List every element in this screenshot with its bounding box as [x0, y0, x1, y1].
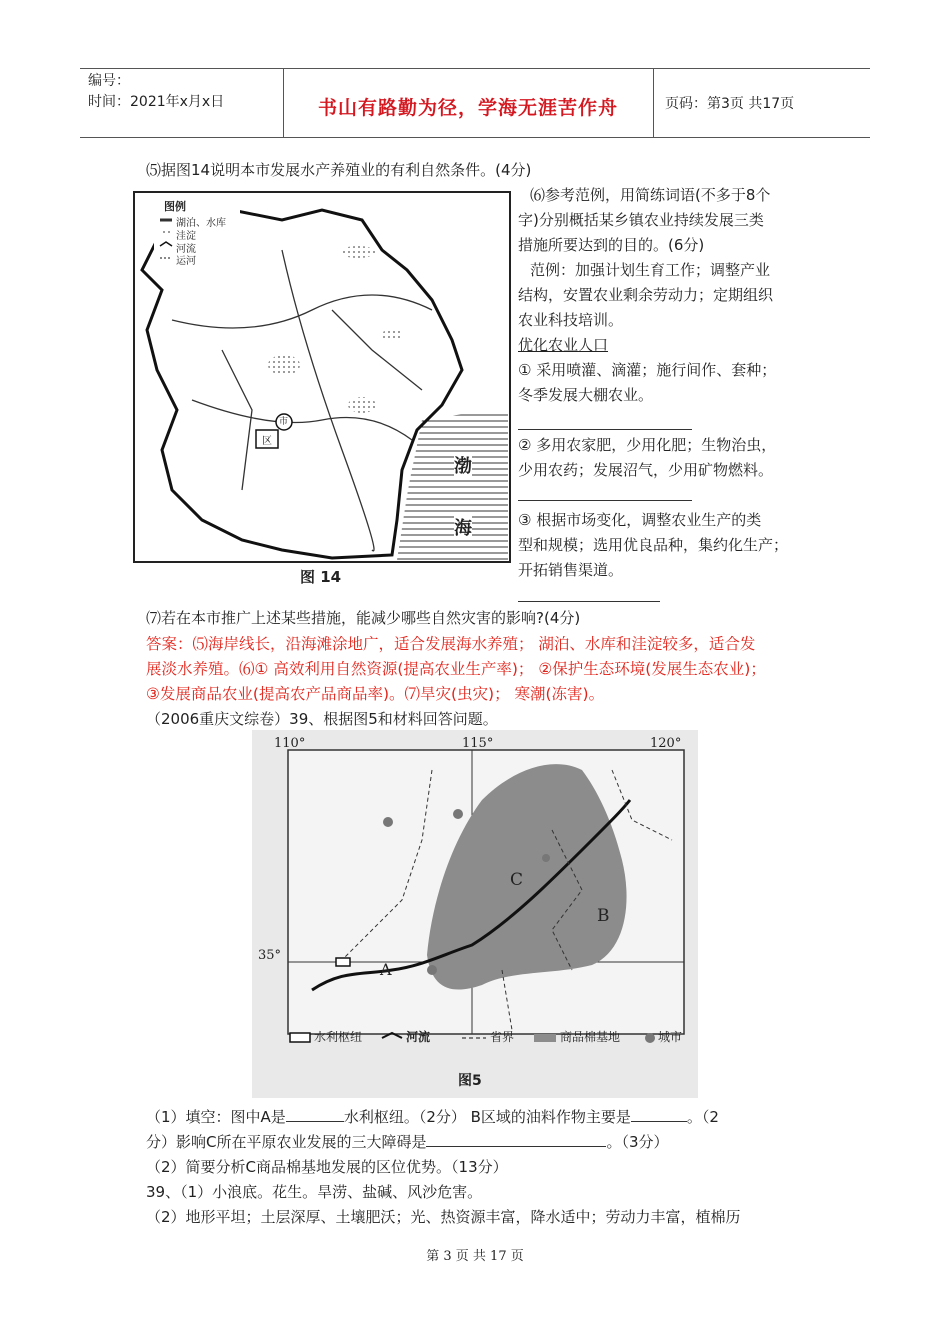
- question-7: ⑺若在本市推广上述某些措施，能减少哪些自然灾害的影响?(4分): [146, 609, 581, 627]
- measure-1-line: 冬季发展大棚农业。: [518, 386, 654, 404]
- answer-blank-1[interactable]: [518, 429, 692, 430]
- question-39-1-line1: [146, 1105, 719, 1130]
- question-6-line: 农业科技培训。: [518, 311, 624, 329]
- question-5: ⑸据图14说明本市发展水产养殖业的有利自然条件。(4分): [146, 161, 532, 179]
- map-14-legend-item: 洼淀: [176, 231, 196, 242]
- answer-line: 展淡水养殖。⑹① 高效利用自然资源(提高农业生产率)； ②保护生态环境(发展生态农业)；: [146, 660, 766, 678]
- map-5-region-c: C: [510, 870, 524, 890]
- answer-39-1: 39、（1）小浪底。花生。旱涝、盐碱、风沙危害。: [146, 1183, 483, 1201]
- map-14-legend-item: 河流: [176, 244, 196, 255]
- header-table: [80, 68, 870, 138]
- question-6-line: 措施所要达到的目的。(6分): [518, 236, 705, 254]
- map-figure-14: [132, 190, 512, 592]
- question-39-title: （2006重庆文综卷）39、根据图5和材料回答问题。: [146, 710, 498, 728]
- measure-3-line: ③ 根据市场变化，调整农业生产的类: [518, 511, 762, 529]
- answer-blank-3[interactable]: [518, 601, 660, 602]
- map-5-legend-item: 水利枢纽: [314, 1030, 363, 1044]
- header-divider: [653, 69, 654, 137]
- answer-line: 答案：⑸海岸线长，沿海滩涂地广，适合发展海水养殖； 湖泊、水库和洼淀较多，适合发: [146, 635, 756, 653]
- map-5-region-b: B: [597, 906, 610, 926]
- map-14-city-label: 市: [279, 417, 289, 427]
- measure-2-line: 少用农药；发展沼气，少用矿物燃料。: [518, 461, 774, 479]
- measure-2-line: ② 多用农家肥，少用化肥；生物治虫，: [518, 436, 777, 454]
- map-5-caption: 图5: [458, 1073, 482, 1089]
- header-page-info: 页码：第3页 共17页: [665, 96, 795, 112]
- question-39-1-line2: [146, 1130, 669, 1155]
- header-left: [88, 71, 224, 113]
- header-motto-cell: [283, 69, 653, 137]
- measure-1-line: ① 采用喷灌、滴灌；施行间作、套种；: [518, 361, 777, 379]
- question-6-line: 结构，安置农业剩余劳动力；定期组织: [518, 286, 774, 304]
- map-5-lon-label: 120°: [650, 736, 682, 751]
- measure-3-line: 开拓销售渠道。: [518, 561, 624, 579]
- map-14-legend-item: 湖泊、水库: [176, 218, 226, 229]
- q39-1-text-e: 。（3分）: [606, 1133, 669, 1151]
- question-6-example-answer: 优化农业人口: [518, 336, 609, 354]
- answer-blank-2[interactable]: [518, 500, 692, 501]
- q39-1-text-b: 水利枢纽。（2分） B区域的油料作物主要是: [343, 1108, 631, 1126]
- answer-39-2: （2）地形平坦；土层深厚、土壤肥沃；光、热资源丰富，降水适中；劳动力丰富，植棉历: [146, 1208, 741, 1226]
- map-14-legend-title: 图例: [164, 200, 186, 213]
- map-5-legend-item: 河流: [406, 1030, 431, 1044]
- page-footer: 第 3 页 共 17 页: [426, 1249, 524, 1264]
- fill-blank-a[interactable]: [286, 1105, 344, 1122]
- map-14-sea-label: 渤: [454, 452, 472, 478]
- q39-1-text-d: 分）影响C所在平原农业发展的三大障碍是: [146, 1133, 427, 1151]
- map-5-legend-item: 城市: [658, 1030, 683, 1044]
- header-motto: 书山有路勤为径，学海无涯苦作舟: [317, 97, 618, 119]
- map-14-district-label: 区: [262, 436, 272, 447]
- answer-line: ③发展商品农业(提高农产品商品率)。⑺旱灾(虫灾)； 寒潮(冻害)。: [146, 685, 605, 703]
- map-5-lon-label: 115°: [462, 736, 494, 751]
- map-figure-5: [252, 730, 698, 1098]
- question-6-line: ⑹参考范例，用简练词语(不多于8个: [530, 186, 771, 204]
- question-6-line: 字)分别概括某乡镇农业持续发展三类: [518, 211, 764, 229]
- q39-1-text-c: 。（2: [686, 1108, 719, 1126]
- map-14-legend-item: 运河: [176, 256, 196, 267]
- map-5-lat-label: 35°: [258, 948, 282, 963]
- map-5-legend-item: 省界: [490, 1030, 515, 1044]
- map-5-region-a: A: [380, 960, 392, 979]
- doc-time-label: 时间：2021年x月x日: [88, 94, 225, 110]
- question-39-2: （2）简要分析C商品棉基地发展的区位优势。（13分）: [146, 1158, 508, 1176]
- map-5-lon-label: 110°: [274, 736, 306, 751]
- fill-blank-b[interactable]: [631, 1105, 687, 1122]
- map-14-sea-label: 海: [454, 514, 472, 540]
- q39-1-text-a: （1）填空：图中A是: [146, 1108, 286, 1126]
- doc-number-label: 编号：: [88, 73, 130, 89]
- fill-blank-c[interactable]: [426, 1130, 606, 1147]
- map-14-caption: 图 14: [300, 568, 342, 586]
- map-5-legend-item: 商品棉基地: [560, 1030, 621, 1044]
- measure-3-line: 型和规模；选用优良品种，集约化生产；: [518, 536, 789, 554]
- question-6-line: 范例：加强计划生育工作；调整产业: [530, 261, 771, 279]
